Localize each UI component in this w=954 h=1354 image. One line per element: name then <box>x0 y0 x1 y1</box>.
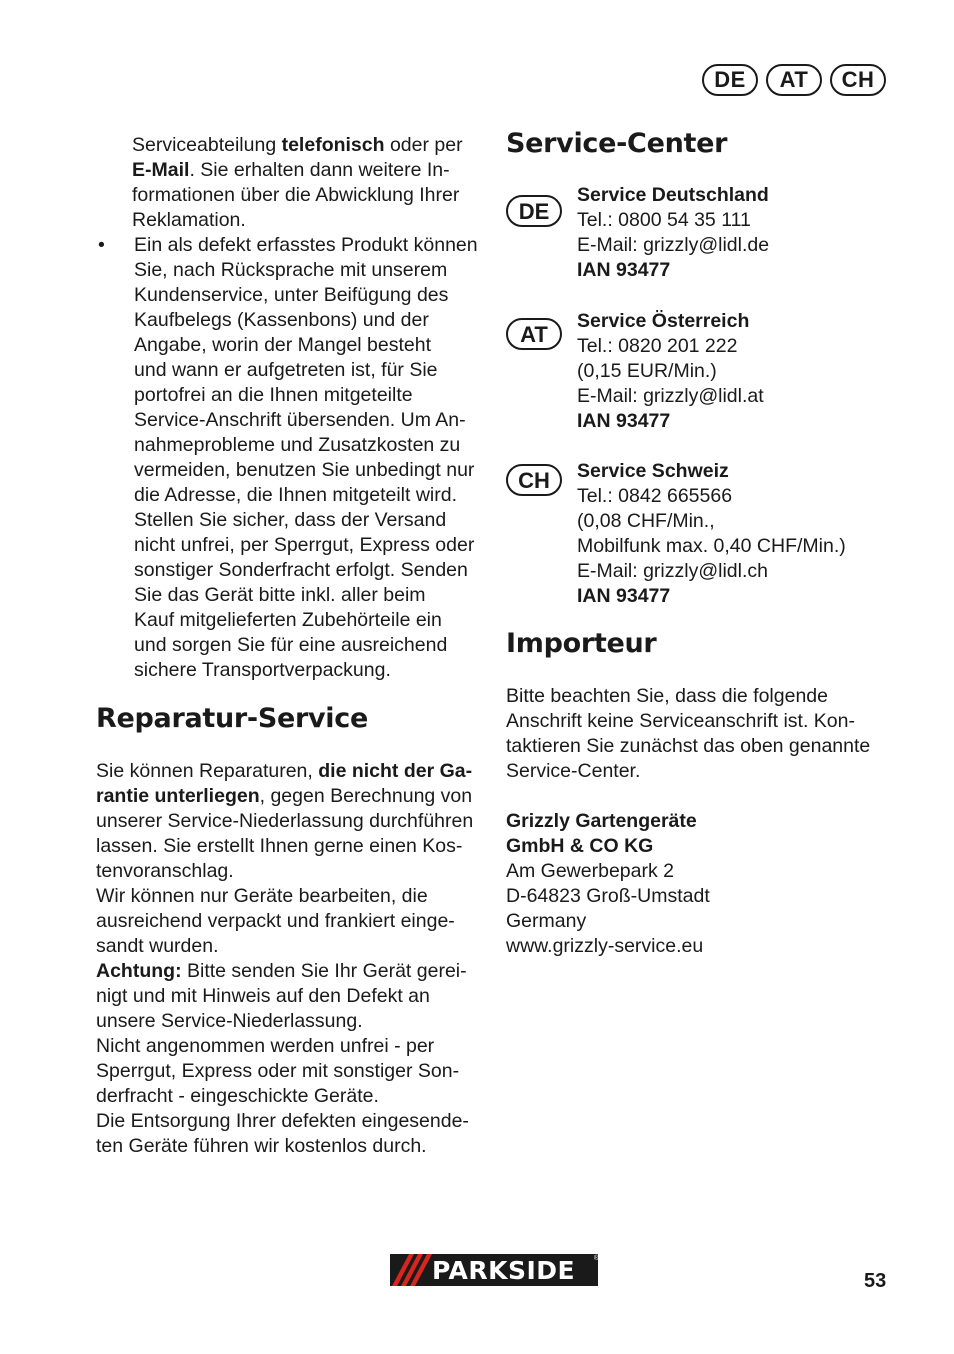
line: Anschrift keine Serviceanschrift ist. Kon- <box>506 710 855 732</box>
bullet-dot: • <box>98 234 105 256</box>
text-line: Wir können nur Geräte bearbeiten, die <box>96 885 428 907</box>
service-line: E-Mail: grizzly@lidl.ch <box>577 560 768 582</box>
text-line: Angabe, worin der Mangel besteht <box>134 334 432 356</box>
text-line: und wann er aufgetreten ist, für Sie <box>134 359 438 381</box>
service-center-heading: Service-Center <box>506 128 728 159</box>
importer-heading: Importeur <box>506 628 657 659</box>
text-line: Kaufbelegs (Kassenbons) und der <box>134 309 429 331</box>
service-ian: IAN 93477 <box>577 259 671 281</box>
service-line: E-Mail: grizzly@lidl.at <box>577 385 764 407</box>
page-number: 53 <box>864 1270 887 1292</box>
line: taktieren Sie zunächst das oben genannte <box>506 735 871 757</box>
service-line: Tel.: 0800 54 35 111 <box>577 209 751 231</box>
company-name: Grizzly Gartengeräte <box>506 810 697 832</box>
text-line: Ein als defekt erfasstes Produkt können <box>134 234 478 256</box>
text-line: nahmeprobleme und Zusatzkosten zu <box>134 434 461 456</box>
text-line: Kauf mitgelieferten Zubehörteile ein <box>134 609 442 631</box>
bullet-text <box>134 233 482 683</box>
text-line: Kundenservice, unter Beifügung des <box>134 284 449 306</box>
text-line: vermeiden, benutzen Sie unbedingt nur <box>134 459 475 481</box>
text-line: Sie, nach Rücksprache mit unserem <box>134 259 448 281</box>
text-line: nicht unfrei, per Sperrgut, Express oder <box>134 534 475 556</box>
address-line: D-64823 Groß-Umstadt <box>506 885 710 907</box>
warranty-continuation <box>132 133 482 233</box>
text-line: Sie das Gerät bitte inkl. aller beim <box>134 584 426 606</box>
text-line: ten Geräte führen wir kostenlos durch. <box>96 1135 427 1157</box>
line: Bitte beachten Sie, dass die folgende <box>506 685 828 707</box>
importer-text <box>506 684 886 784</box>
country-badge-at: AT <box>506 318 562 350</box>
text-line: ausreichend verpackt und frankiert einge- <box>96 910 455 932</box>
text-line: sonstiger Sonderfracht erfolgt. Senden <box>134 559 468 581</box>
text-line: sichere Transportverpackung. <box>134 659 391 681</box>
line: Reklamation. <box>132 209 246 231</box>
logo-stripes-icon <box>390 1254 432 1286</box>
text-line: tenvoranschlag. <box>96 860 234 882</box>
address-line: Am Gewerbepark 2 <box>506 860 674 882</box>
importer-address <box>506 809 886 959</box>
badge-at: AT <box>766 64 822 96</box>
service-line: E-Mail: grizzly@lidl.de <box>577 234 770 256</box>
badge-ch: CH <box>830 64 886 96</box>
repair-heading: Reparatur-Service <box>96 703 368 734</box>
line: Sie können Reparaturen, die nicht der Ga- <box>96 760 473 782</box>
company-name: GmbH & CO KG <box>506 835 654 857</box>
text-line: Service-Anschrift übersenden. Um An- <box>134 409 466 431</box>
logo-text: PARKSIDE <box>432 1255 576 1285</box>
service-ian: IAN 93477 <box>577 410 671 432</box>
service-info <box>577 309 897 434</box>
bullet-item <box>96 233 482 683</box>
service-line: Tel.: 0842 665566 <box>577 485 733 507</box>
text-line: die Adresse, die Ihnen mitgeteilt wird. <box>134 484 458 506</box>
service-title: Service Schweiz <box>577 460 729 482</box>
repair-lines-b <box>96 984 482 1159</box>
line: E-Mail. Sie erhalten dann weitere In- <box>132 159 450 181</box>
text-line: unserer Service-Niederlassung durchführen <box>96 810 474 832</box>
service-title: Service Deutschland <box>577 184 769 206</box>
repair-lines-a <box>96 809 482 959</box>
country-badge-de: DE <box>506 195 562 227</box>
line: Achtung: Bitte senden Sie Ihr Gerät gerei- <box>96 960 467 982</box>
text-line: Die Entsorgung Ihrer defekten eingesende- <box>96 1110 469 1132</box>
text-line: portofrei an die Ihnen mitgeteilte <box>134 384 413 406</box>
country-badges <box>702 64 886 96</box>
line: Service-Center. <box>506 760 641 782</box>
service-line: (0,15 EUR/Min.) <box>577 360 717 382</box>
service-line: (0,08 CHF/Min., <box>577 510 715 532</box>
text-line: Stellen Sie sicher, dass der Versand <box>134 509 447 531</box>
parkside-logo <box>390 1254 598 1286</box>
service-title: Service Österreich <box>577 310 750 332</box>
service-line: Tel.: 0820 201 222 <box>577 335 738 357</box>
line: rantie unterliegen, gegen Berechnung von <box>96 785 473 807</box>
logo-registered-mark: ® <box>593 1255 599 1262</box>
repair-body <box>96 759 482 1159</box>
service-info <box>577 183 897 283</box>
badge-de: DE <box>702 64 758 96</box>
service-line: Mobilfunk max. 0,40 CHF/Min.) <box>577 535 846 557</box>
service-ian: IAN 93477 <box>577 585 671 607</box>
text-line: nigt und mit Hinweis auf den Defekt an <box>96 985 430 1007</box>
country-badge-ch: CH <box>506 464 562 496</box>
address-line: Germany <box>506 910 587 932</box>
line: formationen über die Abwicklung Ihrer <box>132 184 460 206</box>
line: Serviceabteilung telefonisch oder per <box>132 134 463 156</box>
text-line: unsere Service-Niederlassung. <box>96 1010 363 1032</box>
text-line: lassen. Sie erstellt Ihnen gerne einen Kos- <box>96 835 463 857</box>
website-link[interactable]: www.grizzly-service.eu <box>506 935 704 957</box>
text-line: Sperrgut, Express oder mit sonstiger Son- <box>96 1060 460 1082</box>
text-line: Nicht angenommen werden unfrei - per <box>96 1035 435 1057</box>
text-line: sandt wurden. <box>96 935 219 957</box>
service-info <box>577 459 897 609</box>
text-line: und sorgen Sie für eine ausreichend <box>134 634 448 656</box>
text-line: derfracht - eingeschickte Geräte. <box>96 1085 379 1107</box>
